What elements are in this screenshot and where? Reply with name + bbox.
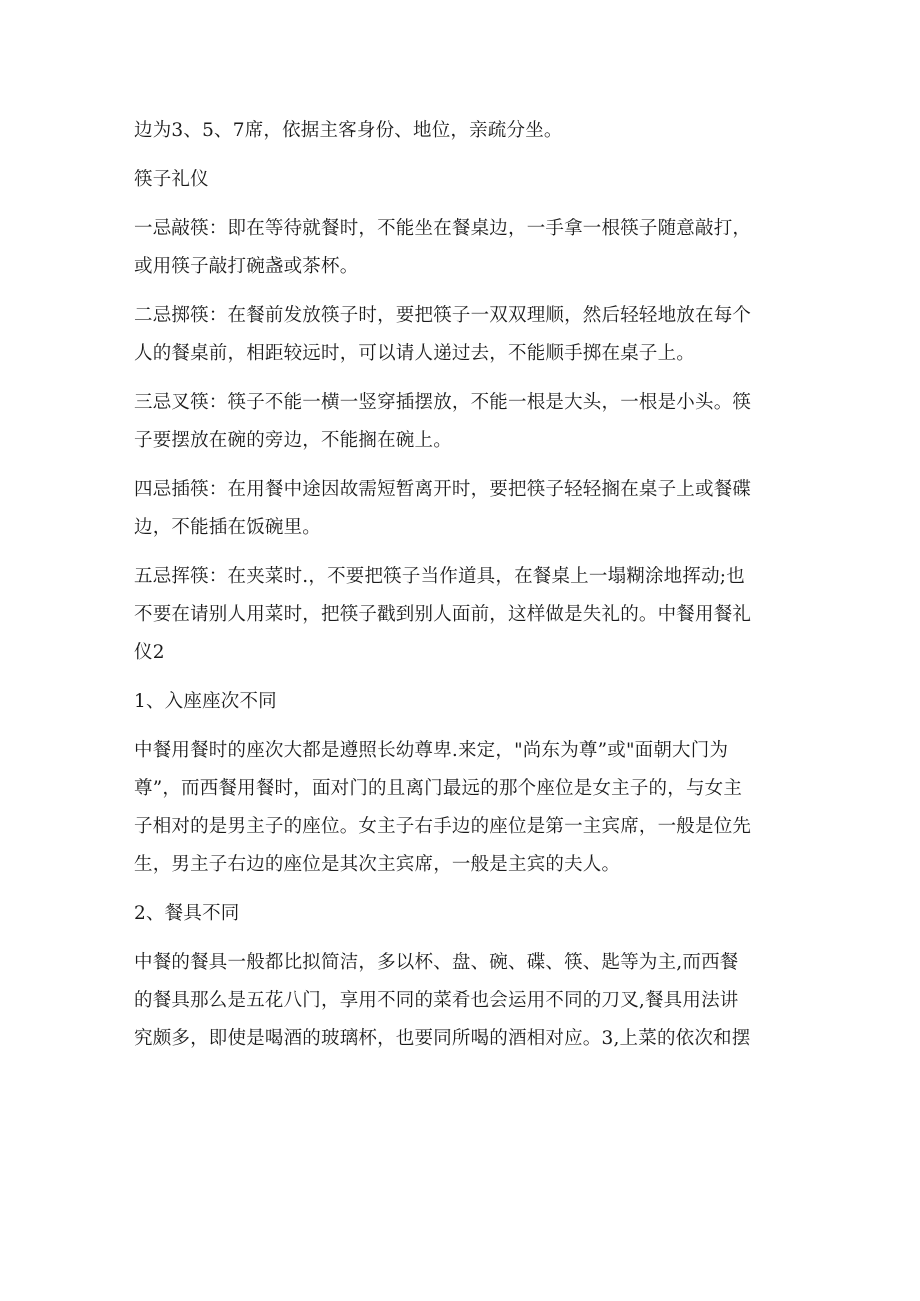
text-line: 子相对的是男主子的座位。女主子右手边的座位是第一主宾席，一般是位先 [134, 816, 752, 837]
document-body [134, 112, 794, 1069]
text-line: 2、餐具不同 [134, 903, 240, 924]
text-line: 人的餐桌前，相距较远时，可以请人递过去，不能顺手掷在桌子上。 [134, 343, 696, 364]
text-line: 中餐用餐时的座次大都是遵照长幼尊卑.来定，"尚东为尊”或"面朝大门为 [134, 740, 729, 761]
text-line: 究颇多，即使是喝酒的玻璃杯，也要同所喝的酒相对应。3,上菜的依次和摆 [134, 1028, 751, 1049]
paragraph [134, 161, 794, 199]
text-line: 边为3、5、7席，依据主客身份、地位，亲疏分坐。 [134, 120, 563, 141]
paragraph [134, 732, 794, 884]
paragraph [134, 683, 794, 721]
text-line: 边，不能插在饭碗里。 [134, 517, 322, 538]
paragraph [134, 384, 794, 460]
paragraph [134, 895, 794, 933]
text-line: 四忌插筷：在用餐中途因故需短暂离开时，要把筷子轻轻搁在桌子上或餐碟 [134, 479, 752, 500]
paragraph [134, 558, 794, 672]
paragraph [134, 944, 794, 1058]
text-line: 中餐的餐具一般都比拟简洁，多以杯、盘、碗、碟、筷、匙等为主,而西餐 [134, 952, 739, 973]
text-line: 1、入座座次不同 [134, 691, 277, 712]
text-line: 二忌掷筷：在餐前发放筷子时，要把筷子一双双理顺，然后轻轻地放在每个 [134, 305, 752, 326]
text-line: 子要摆放在碗的旁边，不能搁在碗上。 [134, 430, 452, 451]
text-line: 尊”，而西餐用餐时，面对门的且离门最远的那个座位是女主子的，与女主 [134, 778, 743, 799]
text-line: 不要在请别人用菜时，把筷子戳到别人面前，这样做是失礼的。中餐用餐礼 [134, 604, 752, 625]
paragraph [134, 210, 794, 286]
text-line: 三忌叉筷：筷子不能一横一竖穿插摆放，不能一根是大头，一根是小头。筷 [134, 392, 752, 413]
paragraph [134, 471, 794, 547]
text-line: 五忌挥筷：在夹菜时.，不要把筷子当作道具，在餐桌上一塌糊涂地挥动;也 [134, 566, 745, 587]
text-line: 仪2 [134, 642, 165, 663]
text-line: 生，男主子右边的座位是其次主宾席，一般是主宾的夫人。 [134, 854, 621, 875]
paragraph [134, 297, 794, 373]
text-line: 一忌敲筷：即在等待就餐时，不能坐在餐桌边，一手拿一根筷子随意敲打， [134, 218, 752, 239]
text-line: 筷子礼仪 [134, 169, 209, 190]
text-line: 或用筷子敲打碗盏或茶杯。 [134, 256, 359, 277]
text-line: 的餐具那么是五花八门，享用不同的菜肴也会运用不同的刀叉,餐具用法讲 [134, 990, 739, 1011]
paragraph [134, 112, 794, 150]
